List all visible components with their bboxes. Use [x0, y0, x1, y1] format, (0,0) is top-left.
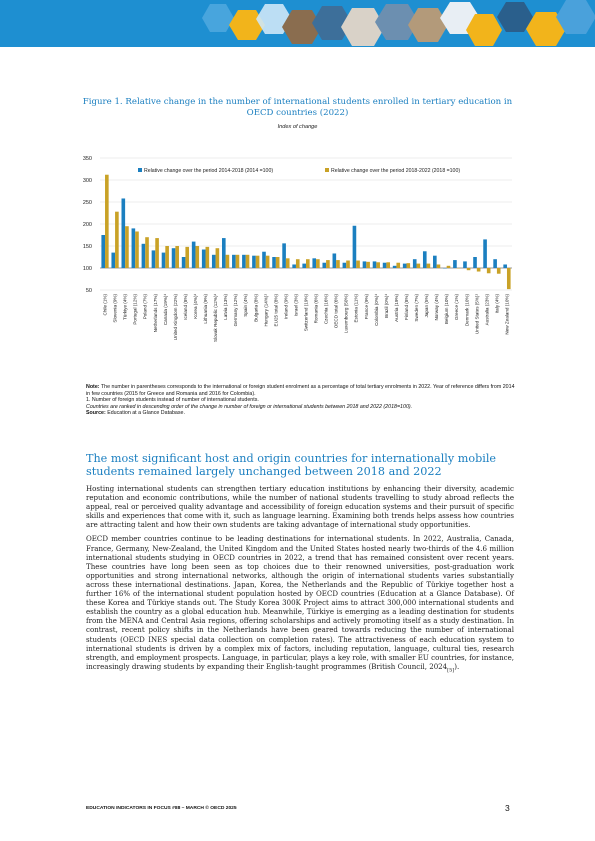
bar-series-1	[403, 264, 407, 268]
bar-series-1	[473, 257, 477, 268]
x-tick-label: Germany (12%)	[233, 294, 239, 327]
bar-series-1	[162, 253, 166, 268]
y-tick-label: 200	[82, 222, 92, 228]
bar-series-2	[105, 175, 109, 268]
x-tick-label: Slovak Republic (12%)¹	[213, 294, 219, 342]
x-tick-label: OECD total (6%)	[333, 294, 339, 329]
x-tick-label: Türkiye (4%)	[122, 294, 128, 321]
x-tick-label: New Zealand (10%)	[504, 294, 510, 335]
x-tick-label: Portugal (12%)	[132, 294, 138, 325]
y-tick-label: 50	[85, 288, 92, 294]
note-line-2: 1. Number of foreign students instead of number of international students.	[86, 397, 259, 404]
x-tick-label: Colombia (0%)¹	[373, 294, 379, 326]
bar-series-1	[363, 261, 367, 268]
figure-title: Figure 1. Relative change in the number of international students enrolled in tertiary education in OECD countries (2022)	[82, 97, 513, 118]
bar-series-1	[373, 261, 377, 268]
bar-series-2	[507, 268, 511, 289]
bar-series-1	[122, 198, 126, 268]
x-tick-label: Bulgaria (8%)	[253, 294, 259, 322]
x-tick-label: Australia (23%)	[484, 294, 490, 326]
bar-series-2	[115, 212, 119, 268]
bar-series-2	[316, 259, 320, 268]
x-tick-label: EU25 total (8%)	[273, 294, 279, 327]
bar-series-1	[172, 248, 176, 268]
x-tick-label: Belgium (10%)	[444, 294, 450, 325]
note-line-3: Countries are ranked in descending order of the change in number of foreign or international students between 2018 and 2022 (2018=100).	[86, 403, 413, 410]
x-tick-label: Poland (7%)	[142, 294, 148, 320]
bar-series-1	[292, 264, 296, 268]
bar-series-2	[216, 248, 220, 268]
bar-chart	[0, 140, 595, 382]
bar-series-1	[483, 239, 487, 268]
x-tick-label: United Kingdom (22%)	[172, 294, 178, 341]
y-tick-label: 300	[82, 178, 92, 184]
y-tick-label: 100	[82, 266, 92, 272]
bar-series-2	[326, 260, 330, 268]
x-tick-label: Ireland (9%)	[283, 294, 289, 320]
bar-series-2	[276, 257, 280, 268]
bar-series-1	[132, 228, 136, 268]
bar-series-1	[272, 257, 276, 268]
legend-label: Relative change over the period 2018-2022 (2018 =100)	[331, 168, 461, 174]
footer-text: EDUCATION INDICATORS IN FOCUS #88 – MARCH © OECD 2025	[86, 806, 237, 811]
bar-series-2	[246, 255, 250, 268]
bar-series-1	[333, 253, 337, 268]
bar-series-1	[202, 250, 206, 268]
x-tick-label: Denmark (10%)	[464, 294, 470, 327]
bar-series-1	[433, 256, 437, 268]
x-tick-label: Latvia (13%)	[223, 294, 229, 320]
section-heading: The most significant host and origin countries for internationally mobile students remained largely unchanged between 2018 and 2022	[86, 452, 497, 479]
x-tick-label: Hungary (14%)¹	[263, 294, 269, 327]
legend-swatch	[325, 168, 329, 172]
bar-series-2	[306, 259, 310, 268]
x-tick-label: Slovenia (9%)	[112, 294, 118, 323]
bar-series-2	[226, 255, 230, 268]
bar-series-1	[111, 253, 115, 268]
bar-series-2	[417, 264, 421, 268]
bar-series-2	[497, 268, 501, 274]
x-tick-label: United States (5%)¹	[474, 294, 480, 335]
bar-series-1	[413, 259, 417, 268]
bar-series-2	[125, 226, 129, 268]
bar-series-1	[192, 242, 196, 268]
bar-series-2	[296, 259, 300, 268]
bar-series-1	[182, 257, 186, 268]
bar-series-1	[322, 263, 326, 268]
paragraph-2: OECD member countries continue to be leading destinations for international students. In 2022, Australia, Canada, France, Germany, New-Zealand, the United Kingdom and the United States hosted nearly two-thirds of the 4.6 million international students studying in OECD countries in 2022, a trend that has remained consistent over recent years. These countries have long been seen as top choices due to their renowned universities, post-graduation work opportunities and strong international networks, although the origin of international students varies substantially across these international destinations. Japan, Korea, the Netherlands and the Republic of Türkiye together host a further 16% of the international student population hosted by OECD countries (Education at a Glance Database). Of these Korea and Türkiye stands out. The Study Korea 300K Project aims to attract 300,000 international students and establish the country as a global education hub. Meanwhile, Türkiye is emerging as a leading destination for students from the MENA and Central Asia regions, offering scholarships and actively promoting itself as a study destination. In contrast, recent policy shifts in the Netherlands have been geared towards reducing the number of international students (OECD INES special data collection on completion rates). The attractiveness of each education system to international students is driven by a complex mix of factors, including reputation, language, cultural ties, research strength, and employment prospects. Language, in particular, plays a key role, with smaller EU countries, for instance, increasingly drawing students by expanding their English-taught programmes (British Council, $2024_{[5]}$).	[86, 534, 514, 674]
y-tick-label: 250	[82, 200, 92, 206]
bar-series-1	[101, 235, 105, 268]
x-tick-label: Israel (3%)	[293, 294, 299, 317]
x-tick-label: Austria (19%)	[393, 294, 399, 322]
x-tick-label: Romania (6%)	[313, 294, 319, 324]
bar-series-1	[353, 226, 357, 268]
reference-link[interactable]: [5]	[447, 667, 455, 674]
page-number: 3	[505, 803, 510, 813]
legend-swatch	[138, 168, 142, 172]
body-text	[86, 484, 514, 680]
y-tick-label: 350	[82, 156, 92, 162]
bar-series-2	[336, 260, 340, 268]
x-tick-label: Italy (4%)	[494, 294, 500, 314]
x-tick-label: Switzerland (19%)	[303, 294, 309, 332]
bar-series-1	[142, 244, 146, 268]
x-tick-label: Korea (4%)¹	[192, 294, 198, 319]
figure-subtitle: Index of change	[277, 124, 318, 130]
x-tick-label: Czechia (16%)	[323, 294, 329, 325]
bar-series-1	[463, 261, 467, 268]
bar-series-1	[222, 238, 226, 268]
x-tick-label: Chile (1%)	[102, 294, 108, 316]
bar-series-2	[477, 268, 481, 272]
figure-notes	[86, 384, 516, 417]
bar-series-2	[135, 231, 139, 268]
bar-series-2	[256, 256, 260, 268]
x-tick-label: Luxembourg (50%)	[343, 294, 349, 334]
bar-series-2	[286, 258, 290, 268]
bar-series-1	[493, 259, 497, 268]
bar-series-2	[467, 268, 471, 270]
bar-series-2	[155, 238, 159, 268]
x-tick-label: Netherlands (17%)	[152, 294, 158, 333]
bar-series-2	[427, 264, 431, 268]
bar-series-1	[423, 251, 427, 268]
x-tick-label: Spain (4%)	[243, 294, 249, 317]
bar-series-1	[393, 266, 397, 268]
header-hexagon-pattern	[0, 0, 595, 47]
header-banner	[0, 0, 595, 47]
bar-series-2	[487, 268, 491, 273]
bar-series-2	[236, 255, 240, 268]
bar-series-1	[453, 260, 457, 268]
bar-series-2	[266, 256, 270, 268]
x-tick-label: Lithuania (9%)	[203, 294, 209, 324]
bar-series-2	[386, 262, 390, 268]
bar-series-2	[175, 246, 179, 268]
paragraph-1: Hosting international students can strengthen tertiary education institutions by enhancing their diversity, academic reputation and economic contributions, while the number of national students travelling to study abroad reflects the appeal, real or perceived quality advantage and accessibility of foreign education systems and their pursuit of specific skills and experiences that come with it, such as language learning. Examining both trends helps assess how countries are attracting talent and how their own students are taking advantage of international study opportunities.	[86, 484, 514, 530]
x-tick-label: France (9%)	[363, 294, 369, 320]
bar-series-2	[396, 263, 400, 268]
bar-series-2	[366, 262, 370, 268]
note-line-1: Note: The number in parentheses corresponds to the international or foreign student enrolment as a percentage of total tertiary enrolments in 2022. Year of reference differs from 2014 in few countries (2015 for Greece and Romania and 2016 for Colombia).	[86, 384, 515, 397]
x-tick-label: Norway (4%)	[434, 294, 440, 321]
bar-series-1	[282, 243, 286, 268]
bar-series-1	[302, 264, 306, 268]
bar-series-2	[195, 246, 199, 268]
bar-series-2	[447, 266, 451, 268]
bar-series-2	[206, 247, 210, 268]
bar-series-1	[312, 258, 316, 268]
bar-series-2	[437, 264, 441, 268]
bar-series-1	[343, 263, 347, 268]
x-tick-label: Canada (19%)¹	[162, 294, 168, 326]
bar-series-1	[242, 255, 246, 268]
x-tick-label: Finland (8%)	[403, 294, 409, 321]
x-tick-label: Japan (5%)	[424, 294, 430, 318]
note-source: Source: Education at a Glance Database.	[86, 410, 185, 417]
bar-series-1	[252, 256, 256, 268]
y-tick-label: 150	[82, 244, 92, 250]
bar-series-1	[232, 255, 236, 268]
x-tick-label: Estonia (11%)	[353, 294, 359, 323]
bar-series-1	[383, 263, 387, 268]
bar-series-1	[262, 252, 266, 268]
x-tick-label: Greece (1%)	[454, 294, 460, 321]
x-tick-label: Iceland (8%)	[182, 294, 188, 320]
legend-label: Relative change over the period 2014-2018 (2014 =100)	[144, 168, 274, 174]
x-tick-label: Brazil (0%)¹	[383, 294, 389, 318]
x-tick-label: Sweden (7%)	[414, 294, 420, 322]
bar-series-2	[356, 261, 360, 268]
bar-series-1	[152, 250, 156, 268]
bar-series-2	[165, 246, 169, 268]
bar-series-2	[185, 247, 189, 268]
bar-series-1	[503, 264, 507, 268]
bar-series-2	[145, 237, 149, 268]
bar-series-1	[212, 255, 216, 268]
bar-series-2	[376, 262, 380, 268]
bar-series-2	[406, 263, 410, 268]
bar-series-2	[346, 261, 350, 268]
